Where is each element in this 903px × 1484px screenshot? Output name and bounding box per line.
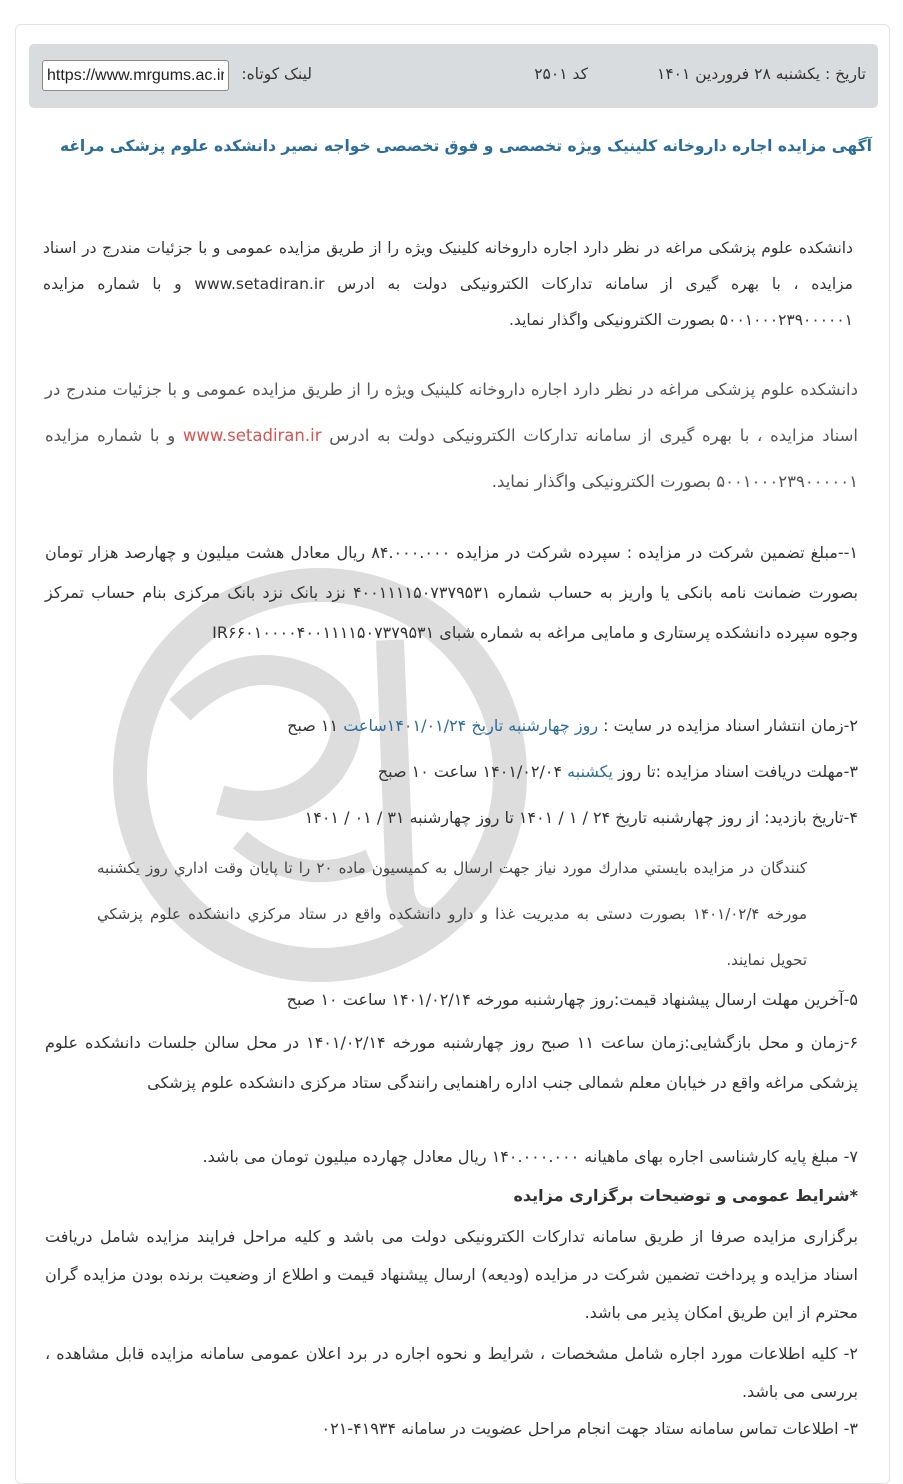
item-6-opening: ۶-زمان و محل بازگشایی:زمان ساعت ۱۱ صبح روز چهارشنبه مورخه ۱۴۰۱/۰۲/۱۴ در محل سالن جلسات دانشکده علوم پزشکی مراغه واقع در خیابان معلم شمالی جنب اداره راهنمایی رانندگی ستاد مرکزی دانشکده علوم پزشکی	[45, 1033, 859, 1092]
page-title: آگهی مزایده اجاره داروخانه کلینیک ویژه تخصصی و فوق تخصصی خواجه نصیر دانشکده علوم پزشکی مراغه	[59, 137, 872, 155]
intro-paragraph-2	[45, 367, 858, 505]
short-link-label: لینک کوتاه:	[241, 65, 312, 83]
info-bar	[29, 44, 878, 108]
intro-1-text-b: و با شماره مزایده ۵۰۰۱۰۰۰۲۳۹۰۰۰۰۰۱ بصورت الکترونیکی واگذار نماید.	[43, 275, 853, 329]
item-1-guarantee: ۱--مبلغ تضمین شرکت در مزایده : سپرده شرکت در مزایده ۸۴.۰۰۰.۰۰۰ ریال معادل هشت میلیون و چهارصد هزار تومان بصورت ضمانت نامه بانکی یا واریز به حساب شماره ۴۰۰۱۱۱۱۵۰۷۳۷۹۵۳۱ نزد بانک نزد بانک مرکزی بنام حساب تمرکز وجوه سپرده دانشکده پرستاری و مامایی مراغه به شماره شبای IR۶۶۰۱۰۰۰۰۴۰۰۱۱۱۱۵۰۷۳۷۹۵۳۱	[45, 543, 859, 642]
item-3-document-deadline	[378, 762, 858, 781]
item-3-prefix: ۳-مهلت دریافت اسناد مزایده :تا روز	[618, 762, 858, 781]
short-link-input[interactable]	[42, 60, 229, 91]
intro-1-url: www.setadiran.ir	[194, 275, 325, 293]
item-4-detail: کنندگان در مزایده بايستي مدارك مورد نياز جهت ارسال به كميسيون ماده ۲۰ را تا پايان وقت اداري روز يكشنبه مورخه ۱۴۰۱/۰۲/۴ بصورت دستی به مديريت غذا و دارو دانشكده واقع در ستاد مركزي دانشكده علوم پزشكي تحويل نمايند.	[97, 859, 807, 969]
item-2-highlight: روز چهارشنبه تاریخ ۱۴۰۱/۰۱/۲۴ساعت	[343, 716, 599, 735]
intro-2-text-a: دانشکده علوم پزشکی مراغه در نظر دارد اجاره داروخانه کلینیک ویژه را از طریق مزایده عمومی و با جزئیات مندرج در اسناد مزایده ، با بهره گیری از سامانه تدارکات الکترونیکی دولت به ادرس	[45, 380, 858, 445]
item-2-publish-time	[287, 716, 858, 735]
term-3: ۳- اطلاعات تماس سامانه ستاد جهت انجام مراحل عضویت در سامانه ۴۱۹۳۴-۰۲۱	[321, 1419, 858, 1438]
item-2-prefix: ۲-زمان انتشار اسناد مزایده در سایت :	[603, 716, 858, 735]
term-1: برگزاری مزایده صرفا از طریق سامانه تدارکات الکترونیکی دولت می باشد و کلیه مراحل فرایند مزایده شامل دریافت اسناد مزایده و پرداخت تضمین شرکت در مزایده (ودیعه) ارسال پیشنهاد قیمت و اطلاع از وضعیت برنده بودن مزایده گران محترم از این طریق امکان پذیر می باشد.	[45, 1227, 858, 1322]
item-5-offer-deadline: ۵-آخرین مهلت ارسال پیشنهاد قیمت:روز چهارشنبه مورخه ۱۴۰۱/۰۲/۱۴ ساعت ۱۰ صبح	[286, 990, 858, 1009]
item-3-suffix: ۱۴۰۱/۰۲/۰۴ ساعت ۱۰ صبح	[377, 762, 563, 781]
item-3-highlight: یکشنبه	[567, 762, 613, 781]
publish-date: تاریخ : یکشنبه ۲۸ فروردین ۱۴۰۱	[657, 65, 866, 83]
intro-paragraph-1	[43, 230, 853, 338]
setadiran-link[interactable]: www.setadiran.ir	[182, 426, 322, 445]
item-4-visit-date: ۴-تاریخ بازدید: از روز چهارشنبه تاریخ ۲۴ / ۱ / ۱۴۰۱ تا روز چهارشنبه ۳۱ / ۰۱ / ۱۴۰۱	[304, 808, 858, 827]
term-2: ۲- کلیه اطلاعات مورد اجاره شامل مشخصات ، شرایط و نحوه اجاره در برد اعلان عمومی سامانه مزایده قابل مشاهده ، بررسی می باشد.	[45, 1344, 858, 1401]
item-7-base-price: ۷- مبلغ پایه کارشناسی اجاره بهای ماهیانه ۱۴۰.۰۰۰.۰۰۰ ریال معادل چهارده میلیون تومان می باشد.	[202, 1147, 858, 1166]
intro-1-text-a: دانشکده علوم پزشکی مراغه در نظر دارد اجاره داروخانه کلینیک ویژه را از طریق مزایده عمومی و با جزئیات مندرج در اسناد مزایده ، با بهره گیری از سامانه تدارکات الکترونیکی دولت به ادرس	[43, 239, 853, 293]
terms-heading: *شرایط عمومی و توضیحات برگزاری مزایده	[513, 1186, 858, 1205]
item-2-suffix: ۱۱ صبح	[287, 716, 339, 735]
news-code: کد ۲۵۰۱	[534, 65, 588, 83]
intro-2-text-b: و با شماره مزایده ۵۰۰۱۰۰۰۲۳۹۰۰۰۰۰۱ بصورت الکترونیکی واگذار نماید.	[45, 426, 858, 491]
